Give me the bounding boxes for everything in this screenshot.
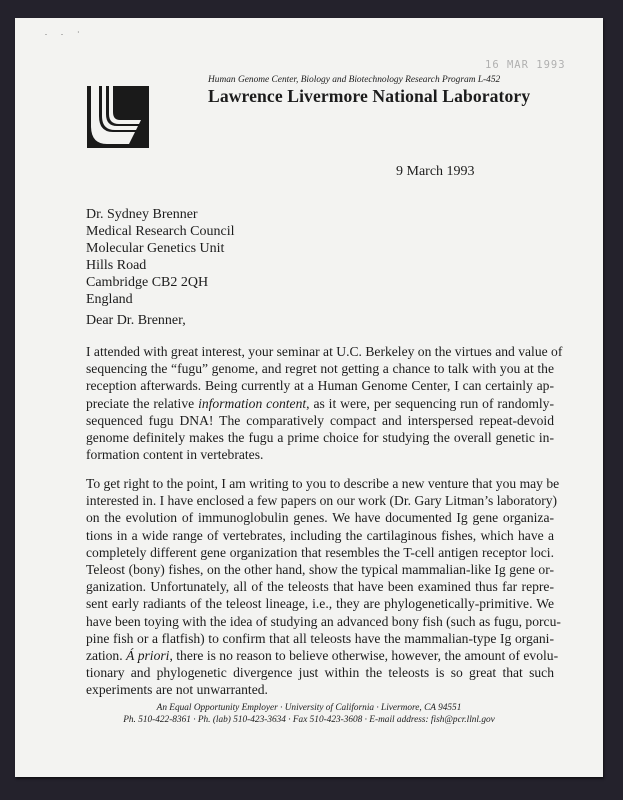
paragraph-line [86,561,554,578]
line-text: on the evolution of immunoglobulin genes. We have documented Ig gene organiza- [86,510,554,526]
line-text: formation content in vertebrates. [86,447,264,463]
line-text: , there is no reason to believe otherwise, however, the amount of evolu- [169,647,559,663]
paragraph-line [86,492,558,509]
line-text: completely different gene organization that resembles the T-cell antigen receptor loci. [86,544,554,560]
paragraph-line [86,377,554,394]
body-paragraph-2 [86,475,561,698]
line-text: preciate the relative [86,395,199,411]
paragraph-line [86,544,554,561]
paragraph-line [86,527,554,544]
line-text: tions in a wide range of vertebrates, including the cartilaginous fishes, which have a [86,527,554,543]
paragraph-line [86,630,554,647]
footer-line-1: An Equal Opportunity Employer · University of California · Livermore, CA 94551 [156,703,462,713]
paragraph-line [86,475,560,492]
line-text: I attended with great interest, your seminar at U.C. Berkeley on the virtues and value of [86,344,563,359]
line-text: zation. [86,647,127,663]
address-line: Hills Road [86,258,147,273]
paragraph-line [86,681,554,698]
paper-specks: . . · [45,28,86,37]
letterhead-footer [15,702,603,726]
paragraph-line [86,395,554,412]
program-name: Human Genome Center, Biology and Biotechnology Research Program L-452 [208,75,501,85]
line-text: To get right to the point, I am writing to you to describe a new venture that you may be [86,476,560,491]
line-text: Teleost (bony) fishes, on the other hand, show the typical mammalian-like Ig gene or- [86,561,554,577]
line-text: sequenced fugu DNA! The comparatively compact and interspersed repeat-devoid [86,412,554,428]
address-line: Cambridge CB2 2QH [86,275,209,290]
paragraph-line [86,360,554,377]
line-text: , as it were, per sequencing run of randomly- [306,395,554,411]
institution-name: Lawrence Livermore National Laboratory [208,86,531,106]
paragraph-line [86,578,554,595]
line-text: sequencing the “fugu” genome, and regret not getting a chance to talk with you at the [86,361,554,377]
recipient-address [86,206,235,308]
line-text: reception afterwards. Being currently at a Human Genome Center, I can certainly ap- [86,378,554,394]
salutation: Dear Dr. Brenner, [86,313,186,328]
llnl-logo-icon [87,86,149,148]
paragraph-line [86,595,554,612]
paragraph-line [86,446,554,463]
body-paragraph-1 [86,343,563,463]
address-line: Molecular Genetics Unit [86,241,225,256]
line-text: pine fish or a flatfish) to confirm that all teleosts have the mammalian-type Ig organi- [86,630,554,646]
footer-line-2: Ph. 510-422-8361 · Ph. (lab) 510-423-3634 · Fax 510-423-3608 · E-mail address: fish@pcr.llnl.gov [123,715,495,725]
paragraph-line [86,613,561,630]
paragraph-line [86,412,554,429]
line-text: genome definitely makes the fugu a prime choice for studying the overall genetic in- [86,429,554,445]
letter-page [15,18,603,777]
emphasis-text: information content [198,395,307,411]
paragraph-line [86,664,554,681]
paragraph-line [86,343,563,360]
address-line: Dr. Sydney Brenner [86,207,198,222]
paragraph-line [86,509,554,526]
line-text: interested in. I have enclosed a few papers on our work (Dr. Gary Litman’s laboratory) [86,493,558,509]
paragraph-line [86,429,554,446]
address-line: England [86,292,133,307]
letter-date: 9 March 1993 [396,164,475,179]
line-text: ganization. Unfortunately, all of the teleosts that have been examined thus far repre- [86,579,554,595]
line-text: sent early radiants of the teleost lineage, i.e., they are phylogenetically-primitive. We [86,596,554,612]
line-text: have been toying with the idea of studying an advanced bony fish (such as fugu, porcu- [86,613,561,629]
line-text: tionary and phylogenetic divergence just within the teleosts is so great that such [86,665,554,681]
paragraph-line [86,647,559,664]
line-text: experiments are not unwarranted. [86,682,268,698]
emphasis-text: Á priori [126,647,170,663]
received-date-stamp: 16 MAR 1993 [485,59,566,71]
address-line: Medical Research Council [86,224,235,239]
